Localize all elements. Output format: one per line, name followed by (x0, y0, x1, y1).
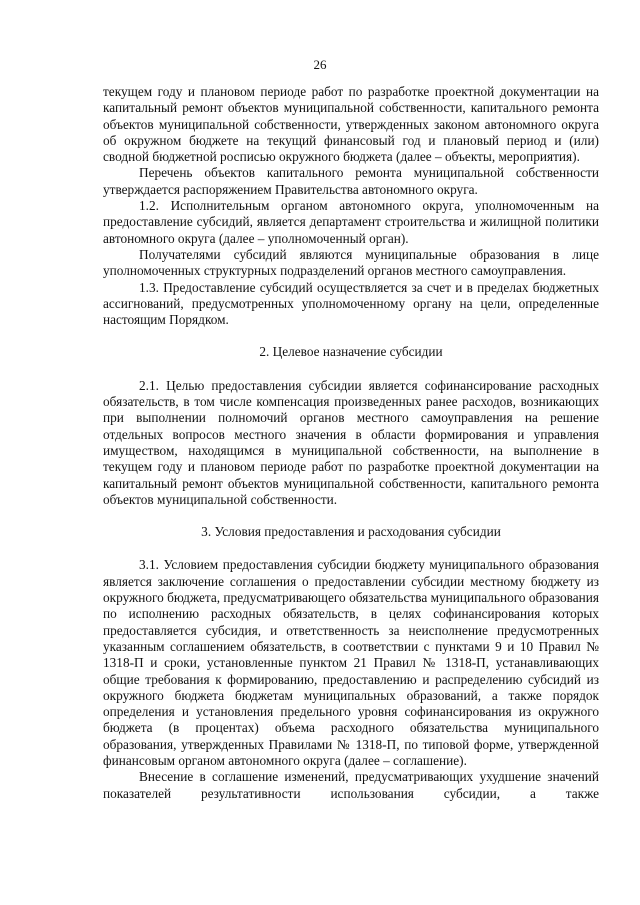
paragraph-1-2: 1.2. Исполнительным органом автономного округа, уполномоченным на предоставление субсидий, является департамент строительства и жилищной политики автономного округа (далее – уполномоченный орган). (103, 198, 599, 246)
document-body (103, 84, 599, 802)
page-number: 26 (313, 57, 327, 72)
paragraph-recipients: Получателями субсидий являются муниципальные образования в лице уполномоченных структурных подразделений органов местного самоуправления. (103, 246, 599, 279)
section-2-heading: 2. Целевое назначение субсидии (259, 344, 443, 360)
paragraph-1-3: 1.3. Предоставление субсидий осуществляется за счет и в пределах бюджетных ассигнований, предусмотренных уполномоченному органу на цели, определенные настоящим Порядком. (103, 279, 599, 328)
paragraph-object-list: Перечень объектов капитального ремонта муниципальной собственности утверждается распоряжением Правительства автономного округа. (103, 165, 599, 197)
paragraph-2-1: 2.1. Целью предоставления субсидии является софинансирование расходных обязательств, в том числе компенсация произведенных ранее расходов, возникающих при выполнении полномочий органов местного самоуправления на решение отдельных вопросов местного значения в области формирования и управления имуществом, находящимся в муниципальной собственности, на выполнение в текущем году и плановом периоде работ по разработке проектной документации на капитальный ремонт объектов муниципальной собственности, капитального ремонта объектов муниципальной собственности. (103, 377, 599, 507)
paragraph-continuation: текущем году и плановом периоде работ по разработке проектной документации на капитальный ремонт объектов муниципальной собственности, капитального ремонта объектов муниципальной собственности, утвержденных законом автономного округа об окружном бюджете на текущий финансовый год и плановый период и (или) сводной бюджетной росписью окружного бюджета (далее – объекты, мероприятия). (103, 84, 599, 165)
section-3-heading: 3. Условия предоставления и расходования субсидии (201, 524, 501, 540)
paragraph-amendments: Внесение в соглашение изменений, предусматривающих ухудшение значений показателей результативности использования субсидии, а также (103, 769, 599, 801)
paragraph-3-1: 3.1. Условием предоставления субсидии бюджету муниципального образования является заключение соглашения о предоставлении субсидии местному бюджету из окружного бюджета, предусматривающего обязательства муниципального образования по исполнению расходных обязательств, в целях софинансирования которых предоставляется субсидия, и ответственность за неисполнение предусмотренных указанным соглашением обязательств, в соответствии с пунктами 9 и 10 Правил № 1318-П и сроки, установленные пунктом 21 Правил № 1318-П, устанавливающих общие требования к формированию, предоставлению и распределению субсидий из окружного бюджета бюджетам муниципальных образований, а также порядок определения и установления предельного уровня софинансирования из окружного бюджета (в процентах) объема расходного обязательства муниципального образования, утвержденных Правилами № 1318-П, по типовой форме, утвержденной финансовым органом автономного округа (далее – соглашение). (103, 557, 599, 768)
